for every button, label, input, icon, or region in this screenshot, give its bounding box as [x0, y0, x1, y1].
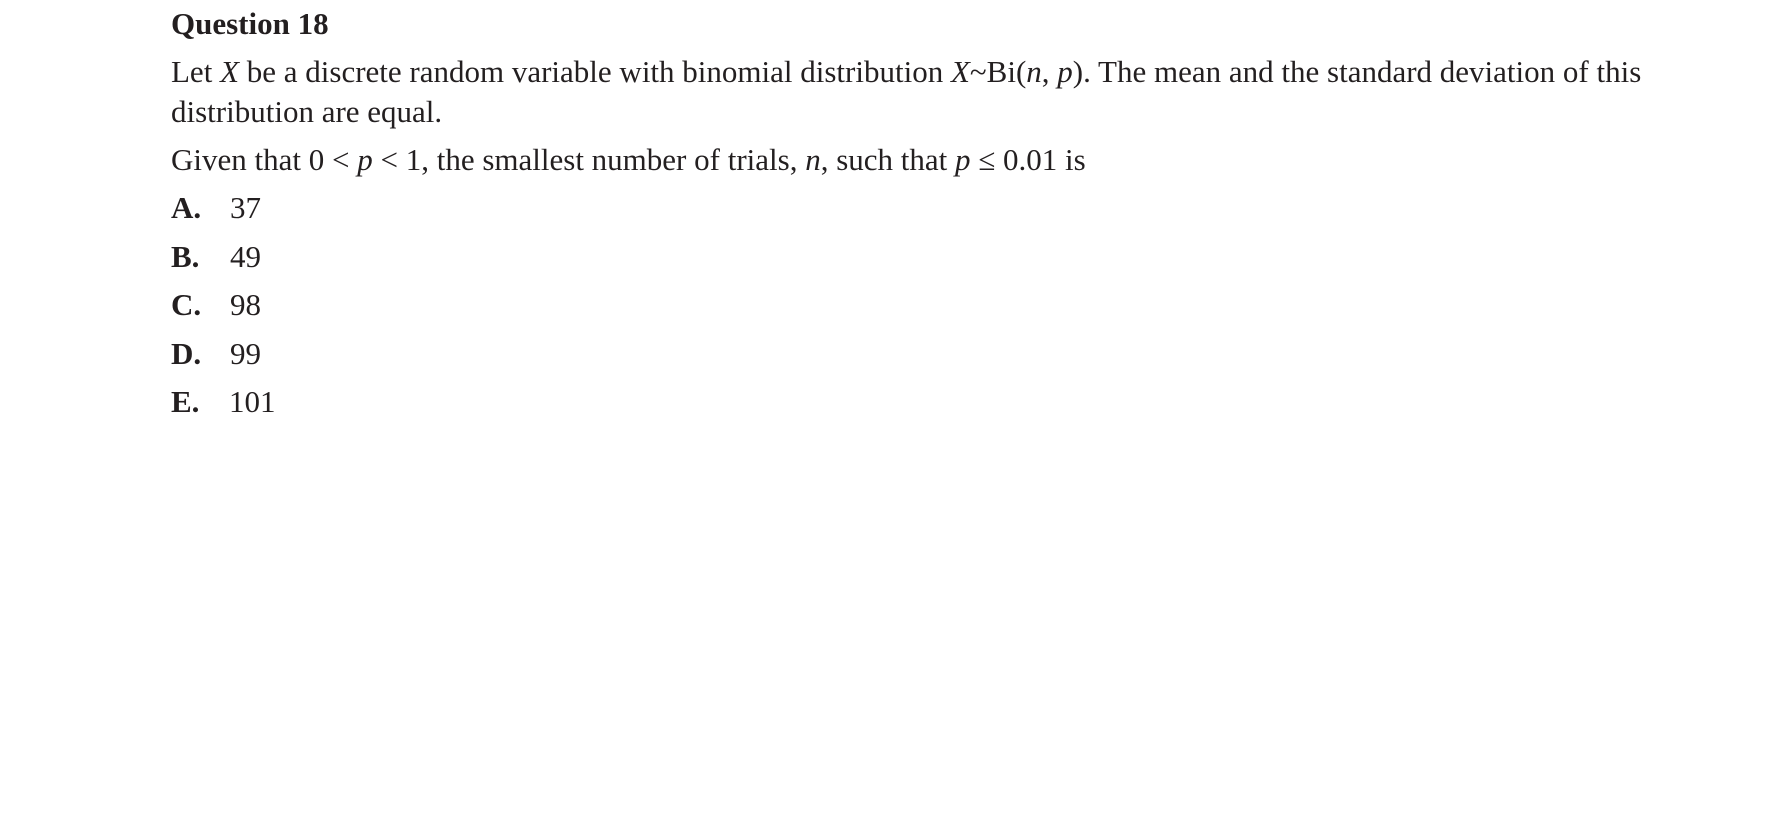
variable-p: p: [357, 142, 373, 177]
option-d[interactable]: [171, 334, 1731, 383]
variable-p: p: [955, 142, 971, 177]
variable-n: n: [805, 142, 821, 177]
option-label: B.: [171, 238, 200, 274]
stem-text: ). The mean and the standard deviation of this distribution are equal.: [171, 54, 1642, 129]
option-value: 101: [229, 384, 276, 419]
question-title: Question 18: [171, 6, 329, 41]
option-value: 99: [230, 335, 261, 371]
condition-text: < 1, the smallest number of trials,: [372, 142, 806, 177]
option-label: A.: [171, 190, 202, 225]
option-label: D.: [171, 335, 202, 371]
option-a[interactable]: [171, 188, 1731, 237]
variable-x: X: [220, 54, 239, 89]
variable-x: X: [950, 54, 970, 89]
option-value: 98: [230, 287, 261, 322]
stem-text: Let: [171, 54, 221, 89]
condition-text: , such that: [820, 142, 956, 177]
question-condition: [171, 140, 1731, 180]
option-c[interactable]: [171, 285, 1731, 334]
question-content: [171, 0, 1731, 431]
condition-text: ≤ 0.01 is: [970, 142, 1086, 177]
stem-text: ,: [1041, 54, 1058, 89]
option-e[interactable]: [171, 382, 1731, 431]
variable-n: n: [1026, 54, 1042, 89]
condition-text: Given that 0 <: [171, 142, 358, 177]
question-stem: [171, 52, 1731, 132]
variable-p: p: [1057, 54, 1073, 89]
stem-text: be a discrete random variable with binomial distribution: [239, 54, 951, 89]
option-label: C.: [171, 287, 202, 322]
stem-text: ~Bi(: [969, 54, 1027, 89]
option-b[interactable]: [171, 237, 1731, 286]
answer-options: [171, 188, 1731, 431]
option-value: 49: [230, 238, 261, 274]
option-label: E.: [171, 384, 200, 419]
option-value: 37: [230, 190, 261, 225]
